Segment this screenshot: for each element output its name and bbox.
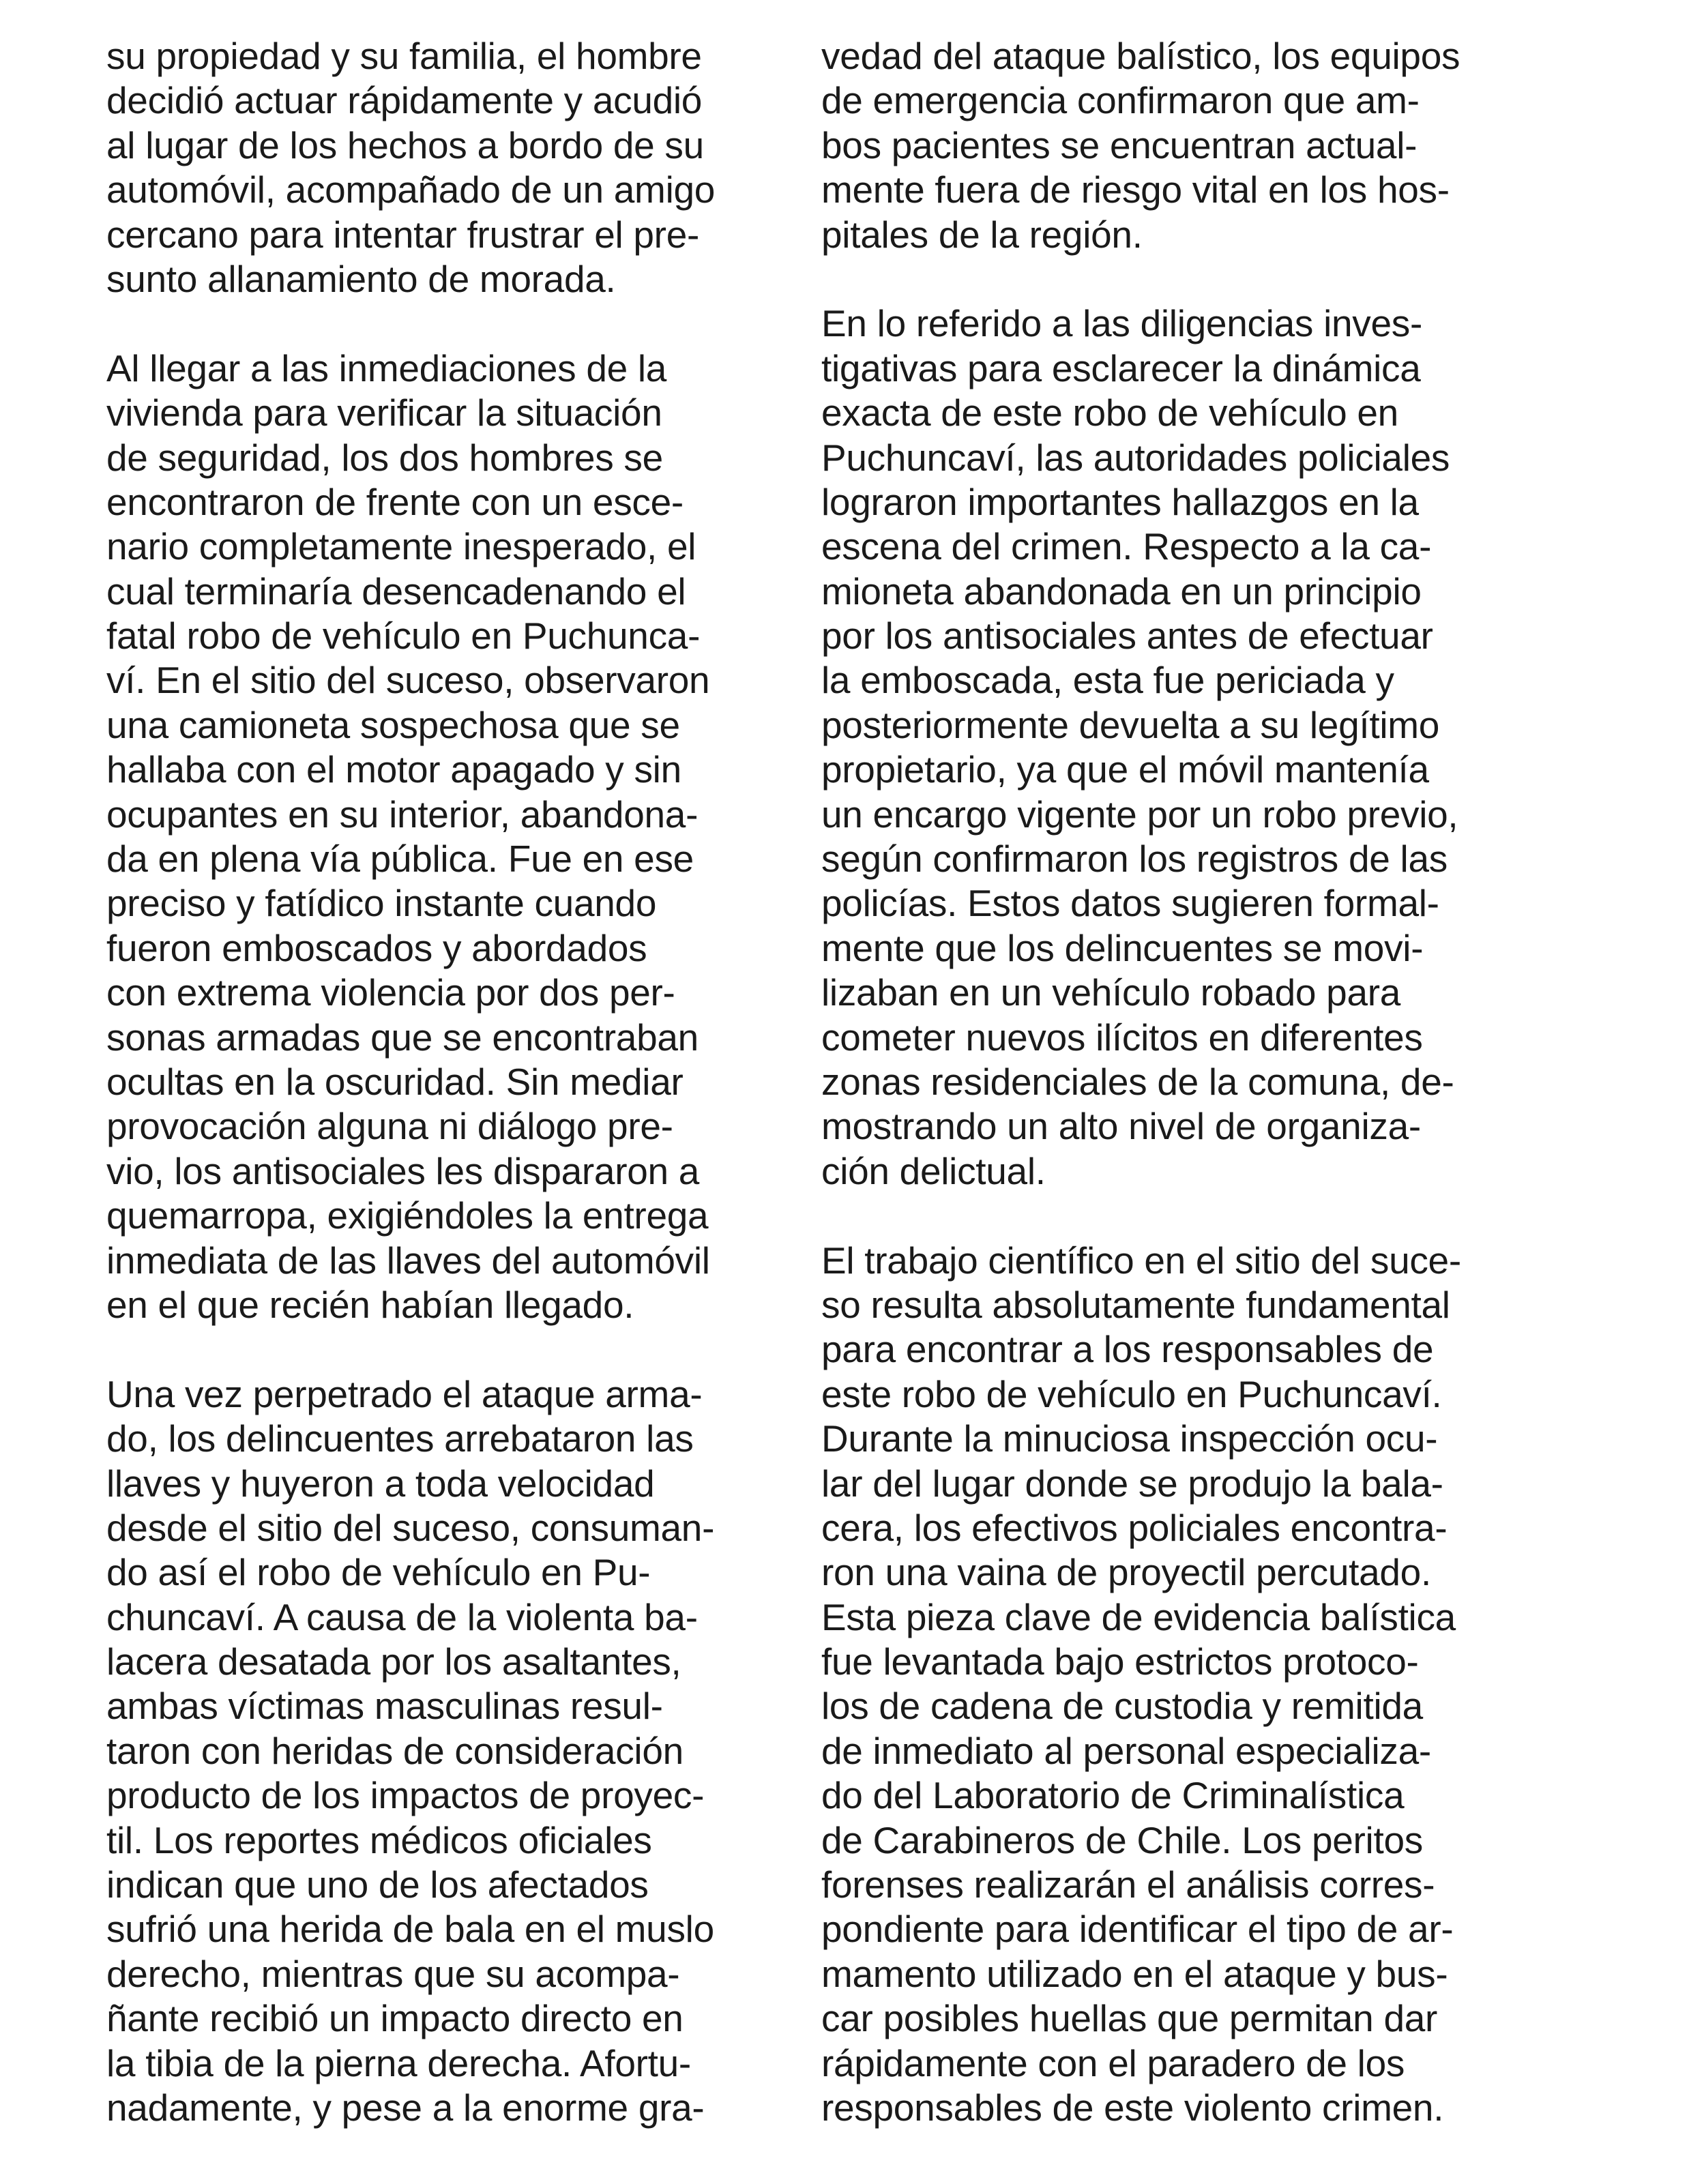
text-line: sonas armadas que se encontraban xyxy=(106,1016,699,1059)
text-line: la emboscada, esta fue periciada y xyxy=(821,659,1394,702)
right-column xyxy=(821,34,1544,2130)
text-line: En lo referido a las diligencias inves- xyxy=(821,302,1422,345)
text-line: fueron emboscados y abordados xyxy=(106,926,647,969)
text-line: vedad del ataque balístico, los equipos xyxy=(821,35,1460,77)
text-line: preciso y fatídico instante cuando xyxy=(106,882,657,925)
text-line: una camioneta sospechosa que se xyxy=(106,703,680,746)
text-line: propietario, ya que el móvil mantenía xyxy=(821,748,1429,791)
text-line: cual terminaría desencadenando el xyxy=(106,570,686,613)
text-line: lar del lugar donde se produjo la bala- xyxy=(821,1462,1443,1505)
text-line: con extrema violencia por dos per- xyxy=(106,971,675,1014)
text-line: nadamente, y pese a la enorme gra- xyxy=(106,2086,705,2129)
text-line: ción delictual. xyxy=(821,1149,1046,1192)
left-column xyxy=(106,34,795,2130)
text-line: los de cadena de custodia y remitida xyxy=(821,1685,1423,1728)
text-line: sunto allanamiento de morada. xyxy=(106,257,616,300)
text-line: su propiedad y su familia, el hombre xyxy=(106,35,702,77)
text-line: cera, los efectivos policiales encontra- xyxy=(821,1506,1448,1549)
text-line: de seguridad, los dos hombres se xyxy=(106,436,663,479)
text-line: pitales de la región. xyxy=(821,213,1143,256)
text-line: vio, los antisociales les dispararon a xyxy=(106,1149,700,1192)
text-line: zonas residenciales de la comuna, de- xyxy=(821,1060,1454,1103)
text-line: bos pacientes se encuentran actual- xyxy=(821,123,1418,166)
paragraph-gap xyxy=(821,1194,1544,1238)
text-line: sufrió una herida de bala en el muslo xyxy=(106,1908,714,1951)
text-line: fatal robo de vehículo en Puchunca- xyxy=(106,615,701,658)
paragraph xyxy=(821,301,1544,1194)
text-line: al lugar de los hechos a bordo de su xyxy=(106,123,704,166)
text-line: pondiente para identificar el tipo de ar- xyxy=(821,1908,1454,1951)
text-line: mamento utilizado en el ataque y bus- xyxy=(821,1952,1448,1995)
paragraph-gap xyxy=(821,257,1544,301)
paragraph-gap xyxy=(106,1327,795,1372)
text-line: so resulta absolutamente fundamental xyxy=(821,1283,1450,1326)
text-line: rápidamente con el paradero de los xyxy=(821,2041,1405,2084)
text-line: policías. Estos datos sugieren formal- xyxy=(821,882,1439,925)
text-line: mente fuera de riesgo vital en los hos- xyxy=(821,168,1450,211)
paragraph xyxy=(106,34,795,301)
text-line: cercano para intentar frustrar el pre- xyxy=(106,213,700,256)
text-line: de inmediato al personal especializa- xyxy=(821,1729,1431,1772)
text-line: Al llegar a las inmediaciones de la xyxy=(106,346,667,389)
text-line: ví. En el sitio del suceso, observaron xyxy=(106,659,710,702)
text-line: da en plena vía pública. Fue en ese xyxy=(106,838,694,881)
text-line: la tibia de la pierna derecha. Afortu- xyxy=(106,2041,691,2084)
text-line: Una vez perpetrado el ataque arma- xyxy=(106,1372,703,1415)
text-line: El trabajo científico en el sitio del suce- xyxy=(821,1239,1461,1282)
text-line: vivienda para verificar la situación xyxy=(106,392,662,434)
text-line: para encontrar a los responsables de xyxy=(821,1328,1434,1371)
text-line: ambas víctimas masculinas resul- xyxy=(106,1685,663,1728)
text-line: taron con heridas de consideración xyxy=(106,1729,684,1772)
paragraph xyxy=(821,34,1544,257)
text-line: lograron importantes hallazgos en la xyxy=(821,480,1419,523)
paragraph-gap xyxy=(106,301,795,346)
text-line: ocupantes en su interior, abandona- xyxy=(106,793,699,836)
text-line: Puchuncaví, las autoridades policiales xyxy=(821,436,1450,479)
text-line: escena del crimen. Respecto a la ca- xyxy=(821,525,1432,568)
text-line: chuncaví. A causa de la violenta ba- xyxy=(106,1595,698,1638)
text-line: do, los delincuentes arrebataron las xyxy=(106,1417,694,1460)
text-line: do así el robo de vehículo en Pu- xyxy=(106,1551,651,1594)
text-line: encontraron de frente con un esce- xyxy=(106,480,684,523)
text-line: do del Laboratorio de Criminalística xyxy=(821,1774,1405,1817)
text-line: mioneta abandonada en un principio xyxy=(821,570,1422,613)
text-line: forenses realizarán el análisis corres- xyxy=(821,1863,1435,1906)
paragraph xyxy=(821,1239,1544,2131)
text-line: lizaban en un vehículo robado para xyxy=(821,971,1401,1014)
text-line: til. Los reportes médicos oficiales xyxy=(106,1818,652,1861)
text-line: Esta pieza clave de evidencia balística xyxy=(821,1595,1456,1638)
text-line: posteriormente devuelta a su legítimo xyxy=(821,703,1440,746)
text-line: desde el sitio del suceso, consuman- xyxy=(106,1506,715,1549)
text-line: indican que uno de los afectados xyxy=(106,1863,649,1906)
text-line: en el que recién habían llegado. xyxy=(106,1283,634,1326)
text-line: automóvil, acompañado de un amigo xyxy=(106,168,716,211)
text-line: tigativas para esclarecer la dinámica xyxy=(821,346,1421,389)
text-line: lacera desatada por los asaltantes, xyxy=(106,1640,681,1683)
paragraph xyxy=(106,346,795,1328)
text-line: ñante recibió un impacto directo en xyxy=(106,1997,684,2040)
text-line: Durante la minuciosa inspección ocu- xyxy=(821,1417,1438,1460)
text-line: quemarropa, exigiéndoles la entrega xyxy=(106,1194,709,1237)
text-line: un encargo vigente por un robo previo, xyxy=(821,793,1458,836)
paragraph xyxy=(106,1372,795,2131)
text-line: de emergencia confirmaron que am- xyxy=(821,79,1420,122)
text-line: car posibles huellas que permitan dar xyxy=(821,1997,1438,2040)
text-line: responsables de este violento crimen. xyxy=(821,2086,1444,2129)
text-line: cometer nuevos ilícitos en diferentes xyxy=(821,1016,1423,1059)
text-line: inmediata de las llaves del automóvil xyxy=(106,1239,710,1282)
text-line: exacta de este robo de vehículo en xyxy=(821,392,1398,434)
text-line: mostrando un alto nivel de organiza- xyxy=(821,1105,1421,1148)
text-line: este robo de vehículo en Puchuncaví. xyxy=(821,1372,1442,1415)
text-line: hallaba con el motor apagado y sin xyxy=(106,748,681,791)
text-line: nario completamente inesperado, el xyxy=(106,525,696,568)
text-line: según confirmaron los registros de las xyxy=(821,838,1448,881)
text-line: provocación alguna ni diálogo pre- xyxy=(106,1105,673,1148)
text-line: ron una vaina de proyectil percutado. xyxy=(821,1551,1431,1594)
text-line: por los antisociales antes de efectuar xyxy=(821,615,1433,658)
text-line: producto de los impactos de proyec- xyxy=(106,1774,705,1817)
text-line: ocultas en la oscuridad. Sin mediar xyxy=(106,1060,684,1103)
text-line: derecho, mientras que su acompa- xyxy=(106,1952,680,1995)
text-line: llaves y huyeron a toda velocidad xyxy=(106,1462,655,1505)
text-line: decidió actuar rápidamente y acudió xyxy=(106,79,703,122)
text-line: mente que los delincuentes se movi- xyxy=(821,926,1424,969)
text-line: fue levantada bajo estrictos protoco- xyxy=(821,1640,1419,1683)
text-line: de Carabineros de Chile. Los peritos xyxy=(821,1818,1423,1861)
